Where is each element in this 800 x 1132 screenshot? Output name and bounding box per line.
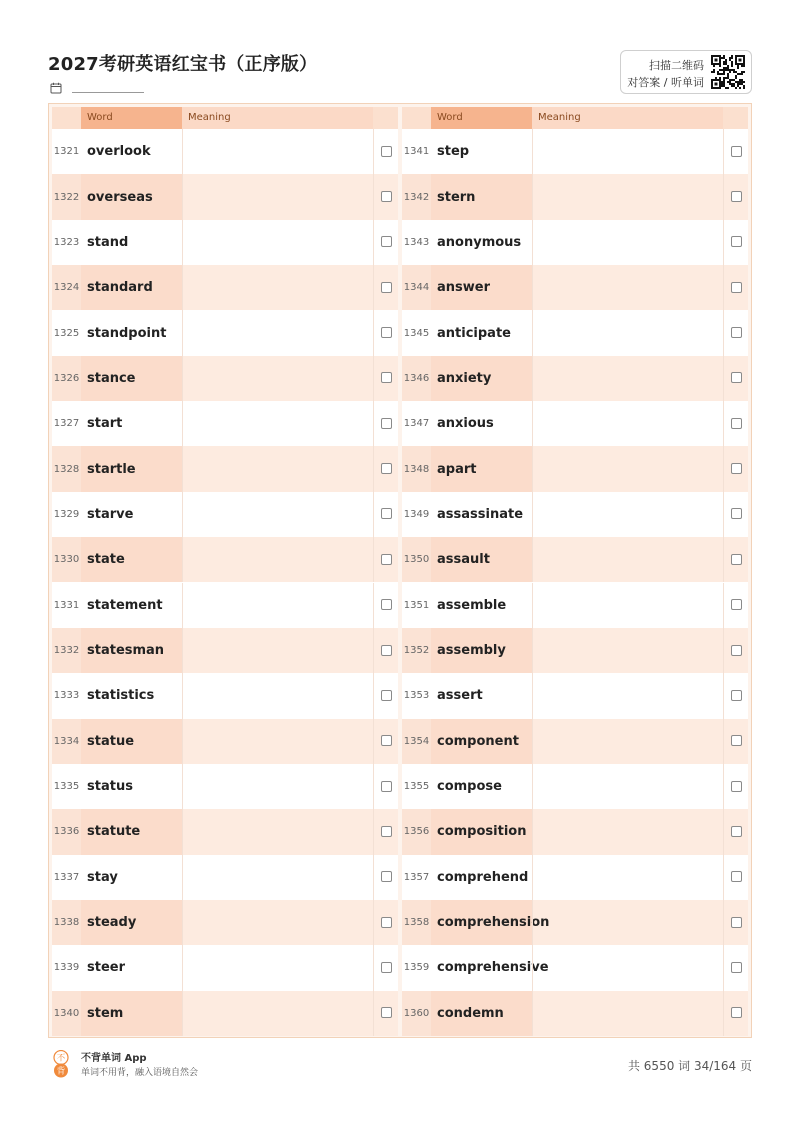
word-number: 1349	[403, 508, 430, 520]
word-text: anxiety	[431, 356, 532, 401]
checkbox-icon[interactable]	[731, 508, 742, 519]
qr-code-box[interactable]	[620, 50, 752, 94]
word-text: apart	[431, 446, 532, 491]
calendar-icon	[50, 82, 62, 94]
word-text: assembly	[431, 628, 532, 673]
column-header-check	[723, 107, 748, 129]
word-text: steer	[87, 960, 125, 976]
check-cell	[723, 129, 748, 174]
meaning-blank[interactable]	[182, 628, 373, 673]
check-cell	[373, 129, 398, 174]
word-row	[52, 583, 398, 628]
check-cell	[373, 809, 398, 854]
word-row	[52, 446, 398, 491]
word-row	[402, 900, 748, 945]
meaning-blank[interactable]	[532, 129, 723, 174]
word-number: 1337	[53, 871, 80, 883]
checkbox-icon[interactable]	[381, 781, 392, 792]
word-row	[402, 129, 748, 174]
word-number: 1334	[52, 719, 81, 764]
checkbox-icon[interactable]	[381, 826, 392, 837]
word-number: 1358	[402, 900, 431, 945]
word-row	[402, 492, 748, 537]
meaning-blank[interactable]	[182, 809, 373, 854]
check-cell	[373, 991, 398, 1036]
word-text: comprehend	[437, 869, 529, 885]
word-row	[402, 220, 748, 265]
meaning-blank[interactable]	[532, 673, 723, 718]
meaning-blank[interactable]	[532, 537, 723, 582]
word-row	[402, 855, 748, 900]
meaning-blank[interactable]	[182, 945, 373, 990]
checkbox-icon[interactable]	[731, 871, 742, 882]
page-footer	[48, 1048, 752, 1082]
qr-caption-line1: 扫描二维码	[649, 59, 704, 72]
word-number: 1327	[53, 418, 80, 430]
word-text: answer	[431, 265, 532, 310]
word-text: standard	[81, 265, 182, 310]
word-text: stem	[81, 991, 182, 1036]
word-number: 1352	[402, 628, 431, 673]
meaning-blank[interactable]	[182, 129, 373, 174]
checkbox-icon[interactable]	[731, 418, 742, 429]
checkbox-icon[interactable]	[381, 418, 392, 429]
word-text: statue	[81, 719, 182, 764]
app-logo-icon	[50, 1050, 72, 1078]
check-cell	[723, 446, 748, 491]
check-cell	[373, 628, 398, 673]
date-underline[interactable]	[72, 92, 144, 93]
check-cell	[373, 492, 398, 537]
meaning-blank[interactable]	[182, 401, 373, 446]
word-text: statute	[81, 809, 182, 854]
check-cell	[373, 945, 398, 990]
checkbox-icon[interactable]	[731, 191, 742, 202]
checkbox-icon[interactable]	[381, 327, 392, 338]
checkbox-icon[interactable]	[381, 690, 392, 701]
word-text: assault	[431, 537, 532, 582]
meaning-blank[interactable]	[182, 855, 373, 900]
word-number: 1345	[403, 327, 430, 339]
check-cell	[373, 310, 398, 355]
check-cell	[373, 174, 398, 219]
check-cell	[373, 583, 398, 628]
word-row	[402, 628, 748, 673]
check-cell	[723, 492, 748, 537]
check-cell	[723, 855, 748, 900]
meaning-blank[interactable]	[182, 356, 373, 401]
column-header-meaning: Meaning	[182, 107, 373, 129]
word-row	[52, 492, 398, 537]
word-row	[52, 265, 398, 310]
meaning-blank[interactable]	[532, 583, 723, 628]
check-cell	[723, 310, 748, 355]
check-cell	[723, 220, 748, 265]
word-number: 1329	[53, 508, 80, 520]
word-text: condemn	[431, 991, 532, 1036]
checkbox-icon[interactable]	[381, 463, 392, 474]
meaning-blank[interactable]	[182, 719, 373, 764]
word-number: 1342	[402, 174, 431, 219]
word-row	[402, 764, 748, 809]
checkbox-icon[interactable]	[381, 645, 392, 656]
word-number: 1359	[403, 962, 430, 974]
word-row	[402, 673, 748, 718]
word-number: 1351	[403, 599, 430, 611]
meaning-blank[interactable]	[182, 673, 373, 718]
checkbox-icon[interactable]	[381, 962, 392, 973]
word-row	[52, 900, 398, 945]
word-row	[52, 945, 398, 990]
column-header-meaning: Meaning	[532, 107, 723, 129]
column-header-word: Word	[431, 107, 532, 129]
check-cell	[723, 673, 748, 718]
logo-text-top: 不	[56, 1053, 66, 1064]
check-cell	[723, 583, 748, 628]
meaning-blank[interactable]	[532, 991, 723, 1036]
checkbox-icon[interactable]	[381, 735, 392, 746]
word-number: 1338	[52, 900, 81, 945]
meaning-blank[interactable]	[532, 764, 723, 809]
word-list-area	[48, 103, 752, 1038]
meaning-blank[interactable]	[532, 174, 723, 219]
word-text: statement	[87, 597, 163, 613]
check-cell	[723, 356, 748, 401]
word-row	[52, 174, 398, 219]
word-text: anxious	[437, 416, 494, 432]
check-cell	[723, 265, 748, 310]
word-text: startle	[81, 446, 182, 491]
word-number: 1331	[53, 599, 80, 611]
word-text: stand	[87, 234, 129, 250]
word-text: comprehension	[431, 900, 532, 945]
checkbox-icon[interactable]	[381, 372, 392, 383]
word-row	[52, 991, 398, 1036]
check-cell	[373, 401, 398, 446]
word-number: 1353	[403, 690, 430, 702]
word-row	[52, 310, 398, 355]
check-cell	[723, 537, 748, 582]
check-cell	[373, 900, 398, 945]
app-slogan: 单词不用背，融入语境自然会	[81, 1068, 199, 1078]
word-text: statistics	[87, 688, 155, 704]
checkbox-icon[interactable]	[381, 917, 392, 928]
checkbox-icon[interactable]	[381, 871, 392, 882]
word-row	[402, 310, 748, 355]
word-number: 1336	[52, 809, 81, 854]
word-row	[402, 945, 748, 990]
word-row	[402, 356, 748, 401]
word-text: starve	[87, 506, 134, 522]
meaning-blank[interactable]	[182, 492, 373, 537]
check-cell	[373, 265, 398, 310]
meaning-blank[interactable]	[532, 809, 723, 854]
column-header-number	[402, 107, 431, 129]
checkbox-icon[interactable]	[731, 554, 742, 565]
check-cell	[373, 356, 398, 401]
check-cell	[373, 537, 398, 582]
word-text: statesman	[81, 628, 182, 673]
checkbox-icon[interactable]	[731, 372, 742, 383]
word-number: 1341	[403, 146, 430, 158]
meaning-blank[interactable]	[182, 764, 373, 809]
word-number: 1323	[53, 236, 80, 248]
checkbox-icon[interactable]	[381, 146, 392, 157]
word-text: anonymous	[437, 234, 522, 250]
word-row	[52, 628, 398, 673]
word-text: steady	[81, 900, 182, 945]
word-text: compose	[437, 779, 502, 795]
word-number: 1346	[402, 356, 431, 401]
word-number: 1355	[403, 781, 430, 793]
column-header-check	[373, 107, 398, 129]
checkbox-icon[interactable]	[381, 599, 392, 610]
check-cell	[723, 764, 748, 809]
meaning-blank[interactable]	[532, 220, 723, 265]
word-row	[402, 174, 748, 219]
checkbox-icon[interactable]	[381, 1007, 392, 1018]
meaning-blank[interactable]	[182, 174, 373, 219]
word-row	[402, 446, 748, 491]
word-text: step	[437, 144, 470, 160]
checkbox-icon[interactable]	[731, 1007, 742, 1018]
check-cell	[373, 855, 398, 900]
meaning-blank[interactable]	[182, 446, 373, 491]
page-title: 2027考研英语红宝书（正序版）	[48, 54, 318, 75]
page-info: 共 6550 词 34/164 页	[627, 1059, 752, 1073]
check-cell	[723, 945, 748, 990]
word-row	[52, 356, 398, 401]
word-number: 1333	[53, 690, 80, 702]
word-number: 1324	[52, 265, 81, 310]
word-row	[402, 537, 748, 582]
word-panel-right	[402, 107, 748, 1036]
check-cell	[723, 991, 748, 1036]
checkbox-icon[interactable]	[731, 282, 742, 293]
word-row	[402, 401, 748, 446]
word-text: assemble	[437, 597, 507, 613]
word-row	[52, 673, 398, 718]
word-text: overseas	[81, 174, 182, 219]
word-number: 1347	[403, 418, 430, 430]
word-text: stern	[431, 174, 532, 219]
word-row	[52, 129, 398, 174]
checkbox-icon[interactable]	[381, 554, 392, 565]
checkbox-icon[interactable]	[731, 645, 742, 656]
word-row	[402, 991, 748, 1036]
page-header	[48, 50, 752, 100]
checkbox-icon[interactable]	[731, 146, 742, 157]
meaning-blank[interactable]	[182, 991, 373, 1036]
word-number: 1328	[52, 446, 81, 491]
qr-caption-line2: 对答案 / 听单词	[627, 76, 704, 89]
checkbox-icon[interactable]	[731, 735, 742, 746]
check-cell	[373, 673, 398, 718]
word-text: comprehensive	[437, 960, 549, 976]
word-number: 1321	[53, 146, 80, 158]
meaning-blank[interactable]	[532, 446, 723, 491]
word-text: assert	[437, 688, 483, 704]
meaning-blank[interactable]	[182, 310, 373, 355]
check-cell	[723, 900, 748, 945]
meaning-blank[interactable]	[532, 945, 723, 990]
check-cell	[373, 446, 398, 491]
date-field	[50, 82, 150, 96]
checkbox-icon[interactable]	[731, 327, 742, 338]
meaning-blank[interactable]	[532, 265, 723, 310]
word-number: 1326	[52, 356, 81, 401]
word-text: assassinate	[437, 506, 524, 522]
word-number: 1354	[402, 719, 431, 764]
column-header-word: Word	[81, 107, 182, 129]
word-number: 1357	[403, 871, 430, 883]
word-number: 1343	[403, 236, 430, 248]
checkbox-icon[interactable]	[731, 917, 742, 928]
word-row	[402, 265, 748, 310]
checkbox-icon[interactable]	[731, 599, 742, 610]
word-number: 1340	[52, 991, 81, 1036]
word-row	[52, 719, 398, 764]
word-number: 1356	[402, 809, 431, 854]
meaning-blank[interactable]	[532, 628, 723, 673]
checkbox-icon[interactable]	[731, 690, 742, 701]
meaning-blank[interactable]	[532, 492, 723, 537]
word-text: start	[87, 416, 123, 432]
check-cell	[373, 220, 398, 265]
word-text: component	[431, 719, 532, 764]
word-row	[52, 809, 398, 854]
meaning-blank[interactable]	[182, 265, 373, 310]
word-number: 1322	[52, 174, 81, 219]
word-row	[402, 719, 748, 764]
meaning-blank[interactable]	[532, 310, 723, 355]
word-text: standpoint	[87, 325, 167, 341]
check-cell	[723, 809, 748, 854]
word-number: 1348	[402, 446, 431, 491]
word-text: anticipate	[437, 325, 511, 341]
word-row	[52, 537, 398, 582]
word-number: 1360	[402, 991, 431, 1036]
word-number: 1335	[53, 781, 80, 793]
word-text: stance	[81, 356, 182, 401]
logo-text-bottom: 背	[56, 1066, 66, 1077]
word-row	[52, 220, 398, 265]
meaning-blank[interactable]	[532, 356, 723, 401]
app-name: 不背单词 App	[81, 1053, 147, 1064]
check-cell	[723, 174, 748, 219]
checkbox-icon[interactable]	[731, 236, 742, 247]
word-row	[402, 583, 748, 628]
checkbox-icon[interactable]	[731, 463, 742, 474]
word-number: 1330	[52, 537, 81, 582]
word-text: status	[87, 779, 133, 795]
word-row	[402, 809, 748, 854]
checkbox-icon[interactable]	[381, 191, 392, 202]
check-cell	[723, 719, 748, 764]
check-cell	[723, 401, 748, 446]
check-cell	[373, 764, 398, 809]
check-cell	[373, 719, 398, 764]
meaning-blank[interactable]	[182, 537, 373, 582]
checkbox-icon[interactable]	[381, 282, 392, 293]
word-text: stay	[87, 869, 118, 885]
checkbox-icon[interactable]	[731, 826, 742, 837]
meaning-blank[interactable]	[532, 719, 723, 764]
qr-code-icon	[711, 55, 745, 89]
meaning-blank[interactable]	[182, 583, 373, 628]
meaning-blank[interactable]	[532, 900, 723, 945]
meaning-blank[interactable]	[182, 900, 373, 945]
check-cell	[723, 628, 748, 673]
meaning-blank[interactable]	[532, 855, 723, 900]
word-panel-left	[52, 107, 398, 1036]
word-text: overlook	[87, 144, 151, 160]
word-text: state	[81, 537, 182, 582]
meaning-blank[interactable]	[182, 220, 373, 265]
checkbox-icon[interactable]	[381, 236, 392, 247]
word-number: 1344	[402, 265, 431, 310]
meaning-blank[interactable]	[532, 401, 723, 446]
checkbox-icon[interactable]	[381, 508, 392, 519]
word-number: 1350	[402, 537, 431, 582]
word-number: 1325	[53, 327, 80, 339]
word-number: 1339	[53, 962, 80, 974]
word-row	[52, 855, 398, 900]
word-text: composition	[431, 809, 532, 854]
column-header-number	[52, 107, 81, 129]
checkbox-icon[interactable]	[731, 781, 742, 792]
word-number: 1332	[52, 628, 81, 673]
checkbox-icon[interactable]	[731, 962, 742, 973]
word-row	[52, 764, 398, 809]
word-row	[52, 401, 398, 446]
